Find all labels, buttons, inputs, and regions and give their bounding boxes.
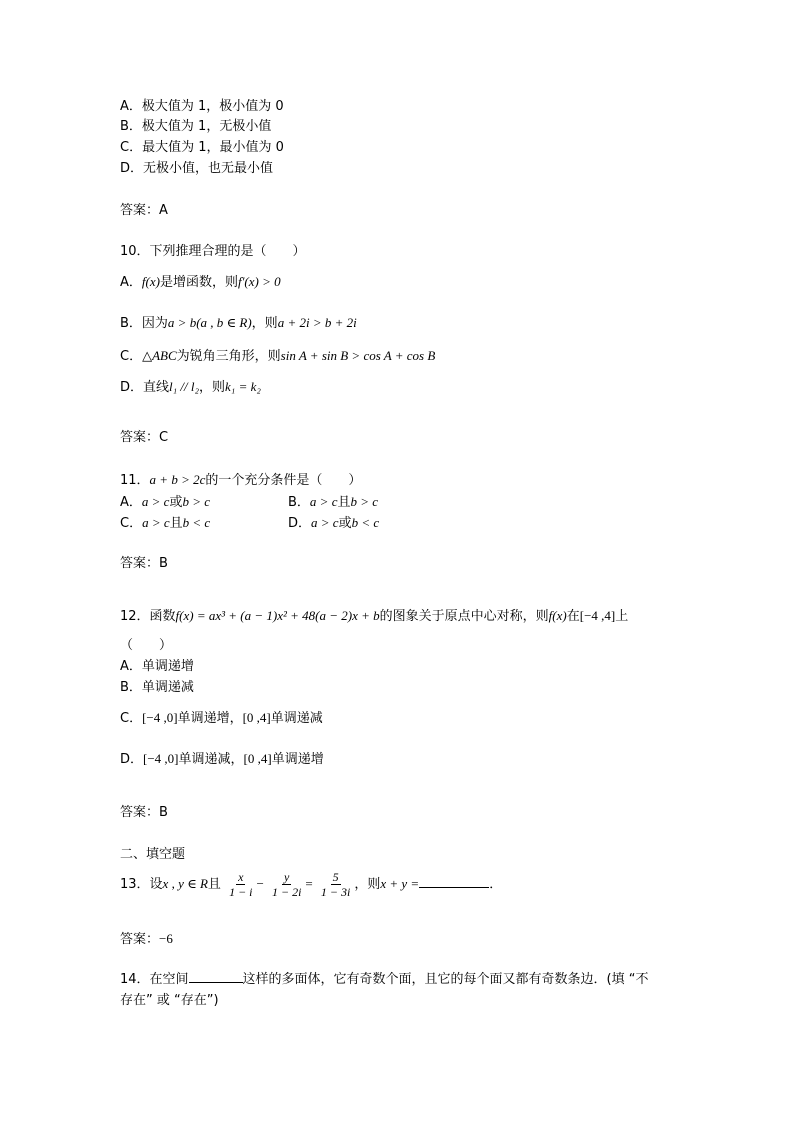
- q13-frac1: [227, 870, 254, 899]
- q9-option-a: A．极大值为 1，极小值为 0: [120, 99, 284, 114]
- q10-b-cond: a > b(a , b ∈ R): [167, 315, 252, 330]
- q14-line1: [120, 971, 649, 989]
- q11-number: 11．: [120, 473, 150, 488]
- q11-a-label: A．: [120, 495, 142, 510]
- q10-option-a: [120, 273, 281, 292]
- q13-answer-value: −6: [159, 931, 173, 946]
- q11-b-expr1: a > c: [309, 494, 338, 509]
- q10-a-label: A．: [120, 275, 142, 290]
- q13-frac3: [319, 870, 352, 899]
- q12-option-c: [120, 709, 323, 728]
- q10-c-label: C．: [120, 349, 143, 364]
- q11-option-a: [120, 493, 210, 512]
- q9-option-d: D．无极小值，也无最小值: [120, 161, 274, 176]
- q11-option-d: [288, 514, 379, 533]
- q11-a-expr2: b > c: [182, 494, 211, 509]
- q14-text: 这样的多面体，它有奇数个面，且它的每个面又都有奇数条边．(填 “不: [242, 972, 649, 987]
- q10-c-triangle: △ABC: [142, 348, 177, 363]
- q13-frac2-num: y: [284, 870, 290, 884]
- q9-option-c: C．最大值为 1，最小值为 0: [120, 140, 284, 155]
- q10-d-label: D．直线: [120, 380, 170, 395]
- q11-a-expr1: a > c: [141, 494, 170, 509]
- q12-c-text2: 单调递减: [270, 711, 323, 726]
- q12-d-label: D．: [120, 752, 144, 767]
- q11-c-expr2: b < c: [182, 515, 211, 530]
- q12-d-text2: 单调递增: [271, 752, 324, 767]
- q11-b-label: B．: [288, 495, 310, 510]
- q12-end: 上: [615, 609, 629, 624]
- q11-option-c: [120, 514, 210, 533]
- q10-a-func: f(x): [141, 274, 160, 289]
- q11-option-b: [288, 493, 378, 512]
- q10-d-lines: l₁ // l₂: [169, 379, 200, 394]
- q11-b-expr2: b > c: [350, 494, 379, 509]
- q11-expr: a + b > 2c: [149, 472, 206, 487]
- q13-frac3-den: 1 − 3i: [320, 885, 351, 899]
- q12-c-text1: 单调递增，: [177, 711, 243, 726]
- q9-option-b: B．极大值为 1，无极小值: [120, 119, 272, 134]
- q12-option-d: [120, 750, 324, 769]
- q12-text: 的图象关于原点中心对称，则: [379, 609, 549, 624]
- q13-then: ，则: [354, 877, 381, 892]
- q12-fx: f(x): [548, 608, 567, 623]
- q9-answer: 答案：A: [120, 203, 168, 218]
- q11-b-join: 且: [337, 495, 351, 510]
- q10-a-cond: f′(x) > 0: [237, 274, 281, 289]
- q11-c-expr1: a > c: [142, 515, 170, 530]
- q13-vars: x , y ∈ R: [162, 876, 208, 891]
- q10-c-text: 为锐角三角形，则: [176, 349, 281, 364]
- q12-paren: （ ）: [120, 638, 173, 653]
- q11-d-join: 或: [338, 516, 352, 531]
- q12-function: f(x) = ax³ + (a − 1)x² + 48(a − 2)x + b: [175, 608, 380, 623]
- q14-line2: 存在” 或 “存在”): [120, 993, 219, 1008]
- q11-text: 的一个充分条件是（ ）: [205, 473, 362, 488]
- q12-interval: [−4 ,4]: [579, 608, 616, 623]
- section-heading: 二、填空题: [120, 847, 186, 862]
- q13-end: ．: [489, 877, 503, 892]
- q12-option-a: A．单调递增: [120, 659, 194, 674]
- q13-number: 13．设: [120, 877, 163, 892]
- q12-d-interval2: [0 ,4]: [243, 751, 272, 766]
- q10-stem: 10．下列推理合理的是（ ）: [120, 244, 306, 259]
- q13-frac1-den: 1 − i: [229, 885, 253, 899]
- q10-option-d: [120, 378, 261, 397]
- q14-answer-blank[interactable]: [189, 982, 243, 983]
- q10-a-text: 是增函数，则: [159, 275, 238, 290]
- q11-d-expr1: a > c: [311, 515, 339, 530]
- q10-b-res: a + 2i > b + 2i: [277, 315, 357, 330]
- q13-frac3-num: 5: [332, 870, 339, 884]
- q14-number: 14．在空间: [120, 972, 189, 987]
- q11-d-expr2: b < c: [351, 515, 380, 530]
- q11-c-label: C．: [120, 516, 143, 531]
- q10-d-text: ，则: [199, 380, 226, 395]
- q10-b-label: B．因为: [120, 316, 168, 331]
- q10-b-text: ，则: [251, 316, 278, 331]
- q11-answer: 答案：B: [120, 556, 168, 571]
- q12-in: 在: [566, 609, 580, 624]
- q12-number: 12．函数: [120, 609, 176, 624]
- q12-option-b: B．单调递减: [120, 680, 194, 695]
- q11-a-join: 或: [169, 495, 183, 510]
- q13-answer-label: 答案：: [120, 932, 160, 947]
- q10-option-b: [120, 314, 357, 333]
- q10-answer: 答案：C: [120, 430, 169, 445]
- q13-frac2-den: 1 − 2i: [271, 885, 302, 899]
- q13-stem: [120, 866, 502, 903]
- q13-frac2: [270, 870, 303, 899]
- q10-option-c: [120, 347, 435, 366]
- q13-answer-blank[interactable]: [419, 887, 489, 888]
- q10-d-res: k₁ = k₂: [225, 379, 261, 394]
- q13-answer: [120, 930, 173, 949]
- q12-stem: [120, 607, 628, 626]
- q11-c-join: 且: [169, 516, 183, 531]
- q11-stem: [120, 471, 361, 490]
- q12-c-interval2: [0 ,4]: [242, 710, 271, 725]
- q13-eq: =: [305, 876, 313, 891]
- q13-result: x + y =: [380, 876, 420, 891]
- q11-d-label: D．: [288, 516, 312, 531]
- q12-d-text1: 单调递减，: [178, 752, 244, 767]
- q10-c-res: sin A + sin B > cos A + cos B: [280, 348, 436, 363]
- q13-frac1-num: x: [238, 870, 244, 884]
- q12-d-interval1: [−4 ,0]: [143, 751, 179, 766]
- q12-c-interval1: [−4 ,0]: [142, 710, 178, 725]
- q12-answer: 答案：B: [120, 805, 168, 820]
- q13-minus: −: [256, 876, 264, 891]
- q12-c-label: C．: [120, 711, 143, 726]
- q13-and: 且: [207, 877, 221, 892]
